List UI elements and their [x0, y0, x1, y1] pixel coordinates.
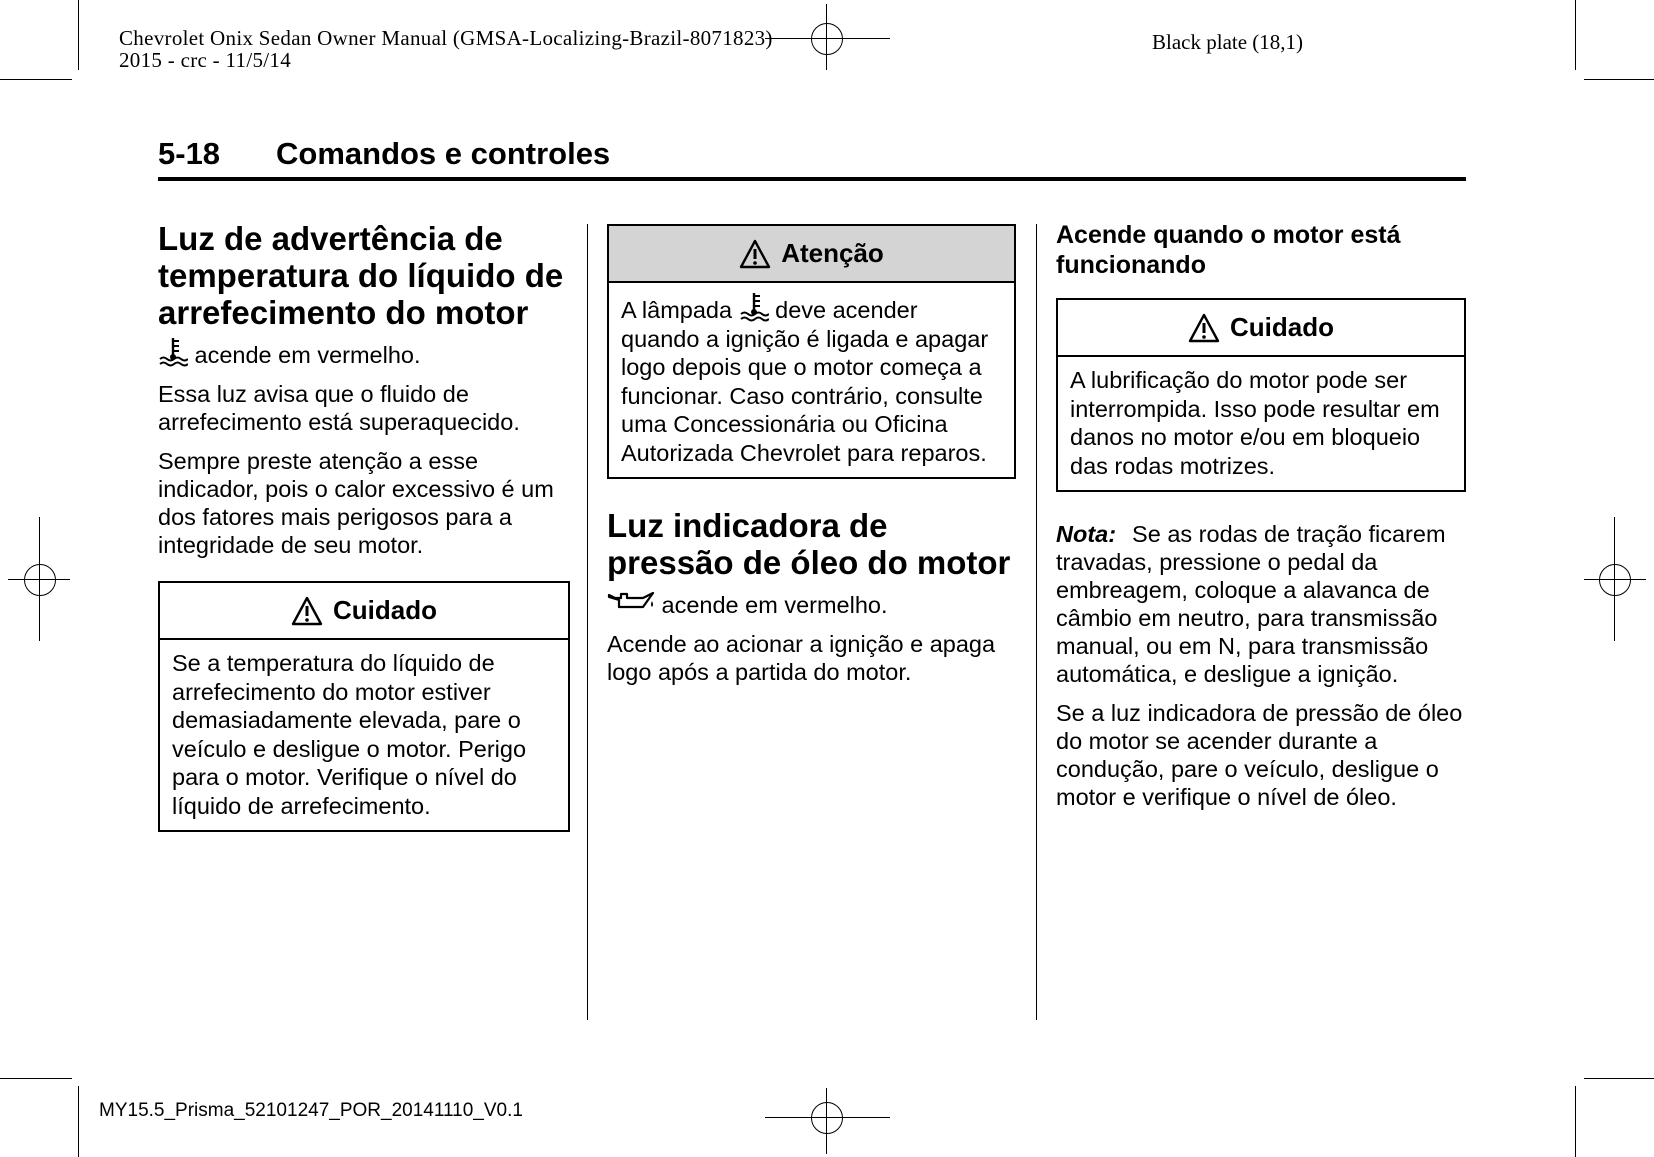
crop-mark-bottom-right-vertical: [1575, 1086, 1576, 1157]
registration-mark-right-circle: [1599, 564, 1631, 596]
warning-triangle-icon: [291, 596, 323, 626]
coolant-caution-header: [160, 583, 568, 640]
coolant-paragraph-2: Sempre preste atenção a esse indicador, pois o calor excessivo é um dos fatores mais perigosos para a integridade de seu motor.: [158, 448, 554, 558]
crop-mark-top-right-vertical: [1575, 0, 1576, 70]
note-label: Nota:: [1056, 521, 1117, 547]
note-text: Se as rodas de tração ficarem travadas, pressione o pedal da embreagem, coloque a alavanca de câmbio em neutro, para transmissão manual, ou em N, para transmissão automática, e desligue a ignição.: [1056, 521, 1446, 687]
coolant-caution-title: Cuidado: [333, 595, 437, 625]
coolant-temperature-icon: [739, 292, 769, 322]
warning-triangle-icon: [1188, 313, 1220, 343]
coolant-icon-line: [158, 337, 570, 369]
attention-title: Atenção: [781, 238, 884, 268]
crop-mark-top-left-vertical: [78, 0, 79, 70]
registration-mark-top-circle: [811, 23, 843, 55]
attention-text-end: deve acender quando a ignição é ligada e apagar logo depois que o motor começa a funcionar. Caso contrário, consulte uma Concessionária ou Oficina Autorizada Chevrolet para reparos.: [621, 297, 989, 466]
coolant-temperature-icon: [158, 337, 188, 367]
plate-label: Black plate (18,1): [1152, 30, 1304, 54]
attention-box: [607, 224, 1016, 479]
coolant-icon-line-text: acende em vermelho.: [194, 342, 421, 368]
coolant-warning-heading: Luz de advertência de temperatura do líquido de arrefecimento do motor: [158, 220, 564, 331]
coolant-paragraph-1: Essa luz avisa que o fluido de arrefecimento está superaquecido.: [158, 381, 520, 435]
crop-mark-bottom-left-horizontal: [0, 1078, 72, 1079]
oil-caution-header: [1058, 300, 1464, 357]
registration-mark-left-circle: [24, 564, 56, 596]
engine-running-subheading: Acende quando o motor está funcionando: [1056, 221, 1401, 279]
crop-mark-bottom-right-horizontal: [1584, 1078, 1654, 1079]
oil-pressure-heading: Luz indicadora de pressão de óleo do motor: [607, 507, 1011, 581]
oil-caution-box: [1056, 298, 1466, 492]
column-separator-2: [1036, 224, 1037, 1020]
oil-caution-title: Cuidado: [1230, 312, 1334, 342]
crop-mark-top-right-horizontal: [1584, 79, 1654, 80]
warning-triangle-icon: [739, 239, 771, 269]
column-2: [607, 224, 1016, 697]
page-header: [158, 136, 610, 172]
page-number: 5-18: [158, 136, 221, 171]
oil-paragraph-1: Acende ao acionar a ignição e apaga logo após a partida do motor.: [607, 631, 996, 685]
column-separator-1: [587, 224, 588, 1020]
plate-meta-line2: 2015 - crc - 11/5/14: [119, 48, 292, 72]
oil-caution-text: A lubrificação do motor pode ser interrompida. Isso pode resultar em danos no motor e/ou em bloqueio das rodas motrizes.: [1070, 367, 1440, 479]
attention-text: [609, 283, 1014, 477]
header-rule: [158, 177, 1466, 181]
note-paragraph: [1056, 520, 1466, 688]
plate-meta-line1: Chevrolet Onix Sedan Owner Manual (GMSA-Localizing-Brazil-8071823): [119, 26, 773, 50]
oil-pressure-icon: [607, 589, 655, 615]
coolant-caution-text: Se a temperatura do líquido de arrefecimento do motor estiver demasiadamente elevada, pare o veículo e desligue o motor. Perigo para o motor. Verifique o nível do líquido de arrefecimento.: [172, 650, 527, 819]
coolant-caution-box: [158, 581, 570, 832]
column-3: [1056, 220, 1466, 822]
plate-meta: [119, 27, 773, 71]
oil-icon-line: [607, 589, 1016, 619]
attention-text-start: A lâmpada: [621, 297, 733, 323]
registration-mark-bottom-circle: [811, 1102, 843, 1134]
crop-mark-bottom-left-vertical: [78, 1086, 79, 1157]
column-1: [158, 220, 570, 832]
attention-header: [609, 226, 1014, 283]
crop-mark-top-left-horizontal: [0, 79, 72, 80]
footer-file-id: MY15.5_Prisma_52101247_POR_20141110_V0.1: [99, 1100, 523, 1121]
section-title: Comandos e controles: [276, 136, 611, 171]
oil-paragraph-2: Se a luz indicadora de pressão de óleo do motor se acender durante a condução, pare o veículo, desligue o motor e verifique o nível de óleo.: [1056, 700, 1463, 810]
oil-icon-line-text: acende em vermelho.: [661, 592, 888, 618]
